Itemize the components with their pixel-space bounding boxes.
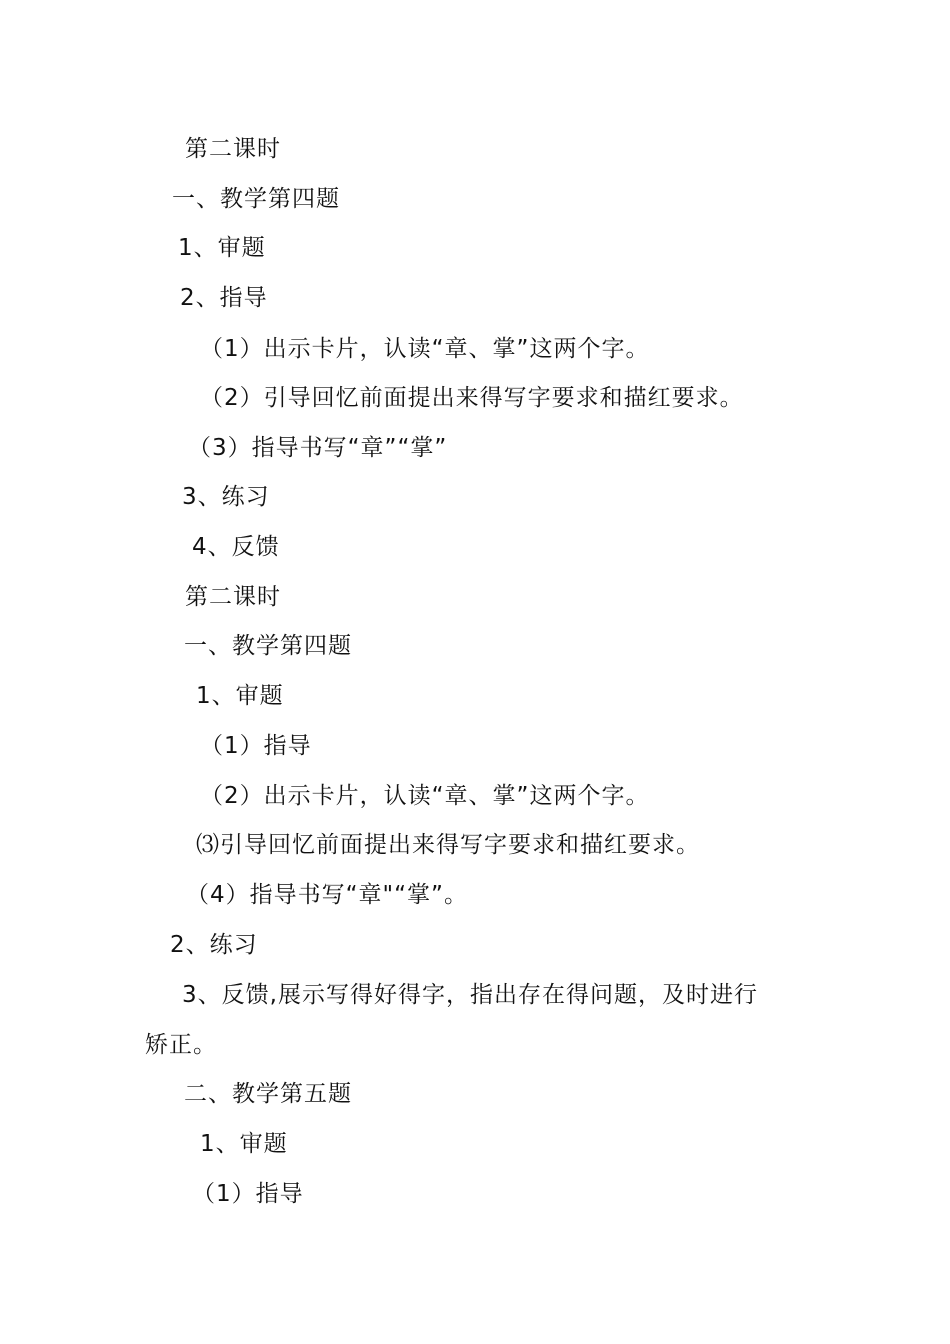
lesson-heading: 第二课时: [185, 136, 281, 162]
sub-list-item: （2）引导回忆前面提出来得写字要求和描红要求。: [200, 385, 744, 411]
sub-list-item: （1）指导: [200, 733, 312, 759]
list-item: 2、练习: [170, 932, 258, 958]
list-item: 3、练习: [182, 484, 270, 510]
list-item: 4、反馈: [192, 534, 280, 560]
lesson-heading: 第二课时: [185, 584, 281, 610]
list-item: 1、审题: [196, 683, 284, 709]
sub-list-item: （2）出示卡片，认读“章、掌”这两个字。: [200, 783, 650, 809]
section-heading: 二、教学第五题: [184, 1081, 352, 1107]
section-heading: 一、教学第四题: [184, 633, 352, 659]
sub-list-item: （1）指导: [192, 1181, 304, 1207]
sub-list-item: （4）指导书写“章"“掌”。: [186, 882, 468, 908]
list-item: 1、审题: [178, 235, 266, 261]
sub-list-item: （3）指导书写“章”“掌”: [188, 435, 448, 461]
paragraph-line: 3、反馈,展示写得好得字，指出存在得问题，及时进行: [182, 982, 758, 1008]
list-item: 1、审题: [200, 1131, 288, 1157]
section-heading: 一、教学第四题: [172, 186, 340, 212]
sub-list-item: ⑶引导回忆前面提出来得写字要求和描红要求。: [196, 832, 700, 858]
paragraph-line: 矫正。: [145, 1032, 217, 1058]
list-item: 2、指导: [180, 285, 268, 311]
sub-list-item: （1）出示卡片，认读“章、掌”这两个字。: [200, 336, 650, 362]
